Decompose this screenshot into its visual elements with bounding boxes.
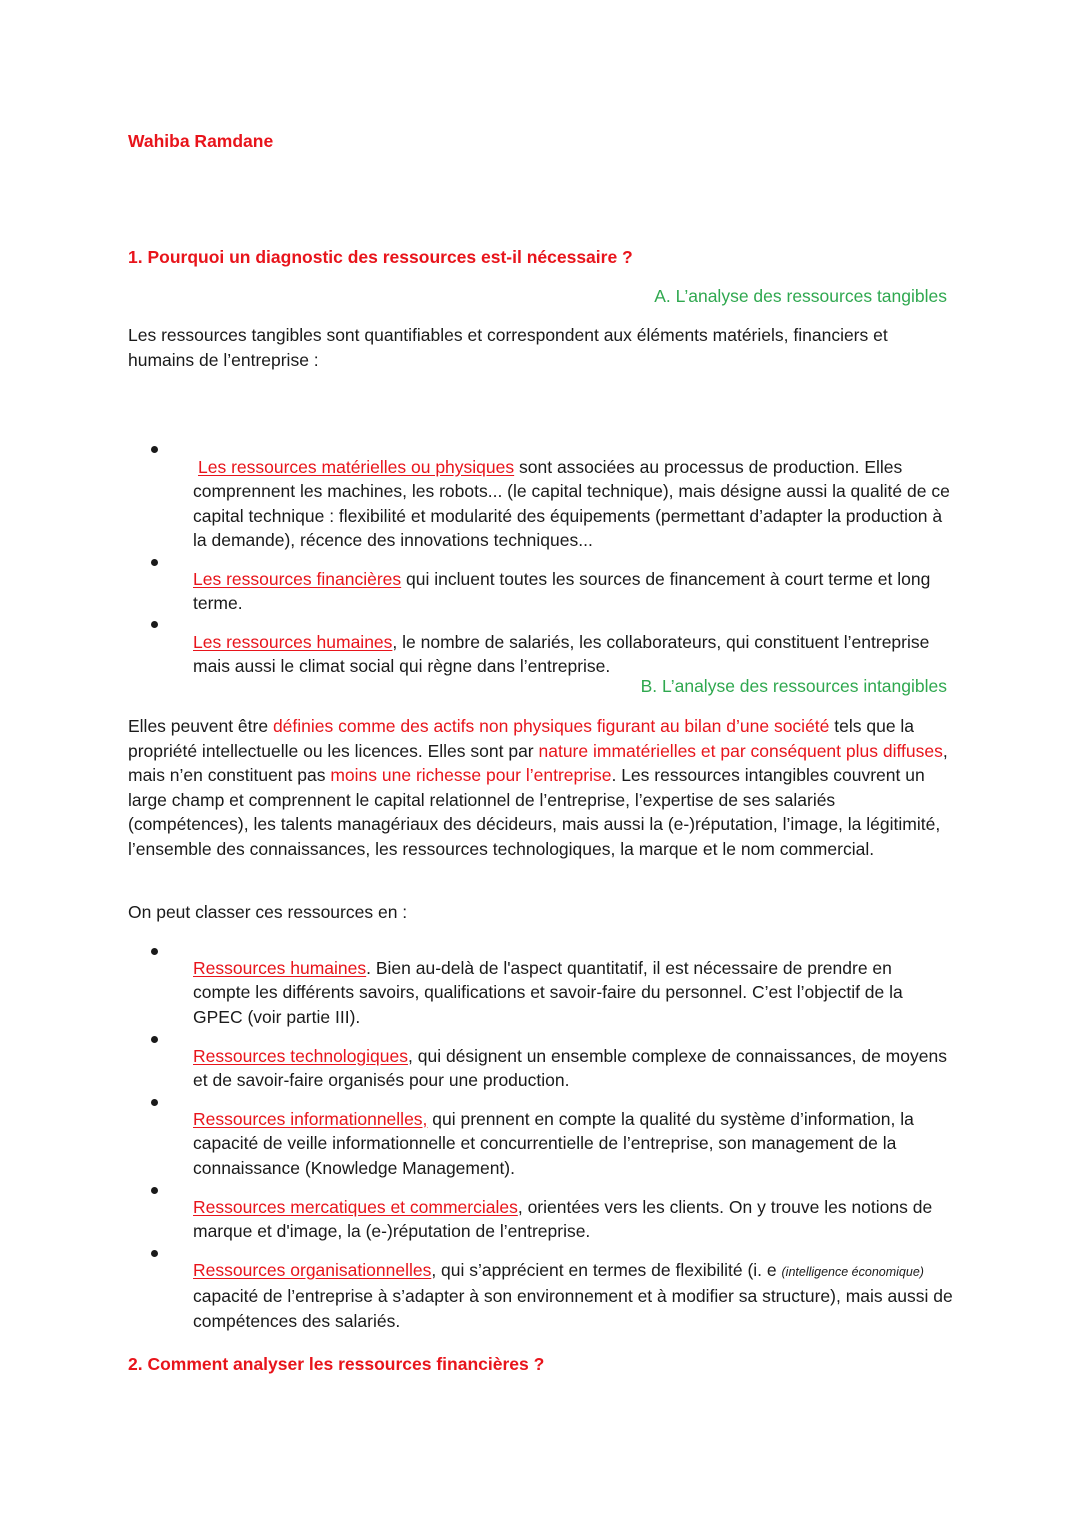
section-2-title: 2. Comment analyser les ressources financières ?	[128, 1354, 545, 1374]
item-text: , orientées vers les clients. On y trouve les notions de marque et d'image, la (e-)réputation de l’entreprise.	[193, 1196, 933, 1241]
subsection-b-title: B. L’analyse des ressources intangibles	[640, 676, 947, 696]
item-text: , qui désignent un ensemble complexe de connaissances, de moyens et de savoir-faire organisés pour une production.	[193, 1045, 947, 1090]
item-text: , le nombre de salariés, les collaborateurs, qui constituent l’entreprise mais aussi le climat social qui règne dans l’entreprise.	[193, 631, 930, 676]
section-1-title: 1. Pourquoi un diagnostic des ressources est-il nécessaire ?	[128, 247, 633, 267]
bullet-icon	[151, 1250, 158, 1257]
small-note: (intelligence économique)	[781, 1264, 924, 1279]
bullet-icon	[151, 621, 158, 628]
list-item-intangible-4	[193, 1195, 953, 1244]
para-highlight: nature immatérielles et par conséquent plus diffuses	[538, 740, 943, 761]
subsection-a-title: A. L’analyse des ressources tangibles	[654, 286, 947, 306]
term: Ressources technologiques	[193, 1045, 408, 1066]
intangible-paragraph	[128, 714, 958, 861]
list-item-tangible-3	[193, 630, 953, 679]
item-text: qui incluent toutes les sources de financement à court terme et long terme.	[193, 568, 931, 613]
list-item-intangible-2	[193, 1044, 953, 1093]
list-item-intangible-3	[193, 1107, 953, 1181]
bullet-icon	[151, 1187, 158, 1194]
para-text: tels que la propriété intellectuelle ou les licences. Elles sont par	[128, 716, 915, 761]
author-name: Wahiba Ramdane	[128, 131, 274, 151]
para-text: , mais n’en constituent pas	[128, 740, 948, 785]
bullet-icon	[151, 1036, 158, 1043]
item-text: . Bien au-delà de l'aspect quantitatif, il est nécessaire de prendre en compte les différents savoirs, qualifications et savoir-faire du personnel. C’est l’objectif de la GPEC (voir partie III).	[193, 957, 903, 1027]
bullet-icon	[151, 948, 158, 955]
item-text: qui prennent en compte la qualité du système d’information, la capacité de veille informationnelle et concurrentielle de l’entreprise, son management de la connaissance (Knowledge Management).	[193, 1108, 914, 1178]
para-highlight: moins une richesse pour l’entreprise	[330, 765, 612, 785]
tangible-intro: Les ressources tangibles sont quantifiables et correspondent aux éléments matériels, financiers et humains de l’entreprise :	[128, 325, 888, 370]
item-text: , qui s’apprécient en termes de flexibilité (i. e	[431, 1259, 782, 1280]
list-item-intangible-1	[193, 956, 953, 1030]
term: Ressources humaines	[193, 957, 367, 978]
item-text: capacité de l’entreprise à s’adapter à son environnement et à modifier sa structure), mais aussi de compétences des salariés.	[193, 1286, 953, 1331]
term: Les ressources humaines	[193, 631, 393, 652]
term: Ressources mercatiques et commerciales	[193, 1196, 518, 1217]
list-item-intangible-5	[193, 1258, 953, 1334]
list-item-tangible-1	[193, 455, 953, 553]
term: Ressources organisationnelles	[193, 1259, 432, 1280]
term: Les ressources financières	[193, 568, 402, 589]
item-text: sont associées au processus de production. Elles comprennent les machines, les robots... (le capital technique), mais désigne aussi la qualité de ce capital technique : flexibilité et modularité des équipements (permettant d’adapter la production à la demande), récence des innovations techniques...	[193, 456, 950, 550]
bullet-icon	[151, 559, 158, 566]
para-text: Elles peuvent être	[128, 716, 273, 736]
term: Les ressources matérielles ou physiques	[198, 456, 515, 477]
para-text: . Les ressources intangibles couvrent un large champ et comprennent le capital relationnel de l’entreprise, l’expertise de ses salariés (compétences), les talents managériaux des décideurs, mais aussi la (e-)réputation, l’image, la légitimité, l’ensemble des connaissances, les ressources technologiques, la marque et le nom commercial.	[128, 765, 941, 859]
bullet-icon	[151, 446, 158, 453]
list-item-tangible-2	[193, 567, 953, 616]
para-highlight: définies comme des actifs non physiques figurant au bilan d’une société	[272, 716, 830, 736]
classify-intro: On peut classer ces ressources en :	[128, 902, 408, 922]
term: Ressources informationnelles,	[193, 1108, 428, 1129]
bullet-icon	[151, 1099, 158, 1106]
